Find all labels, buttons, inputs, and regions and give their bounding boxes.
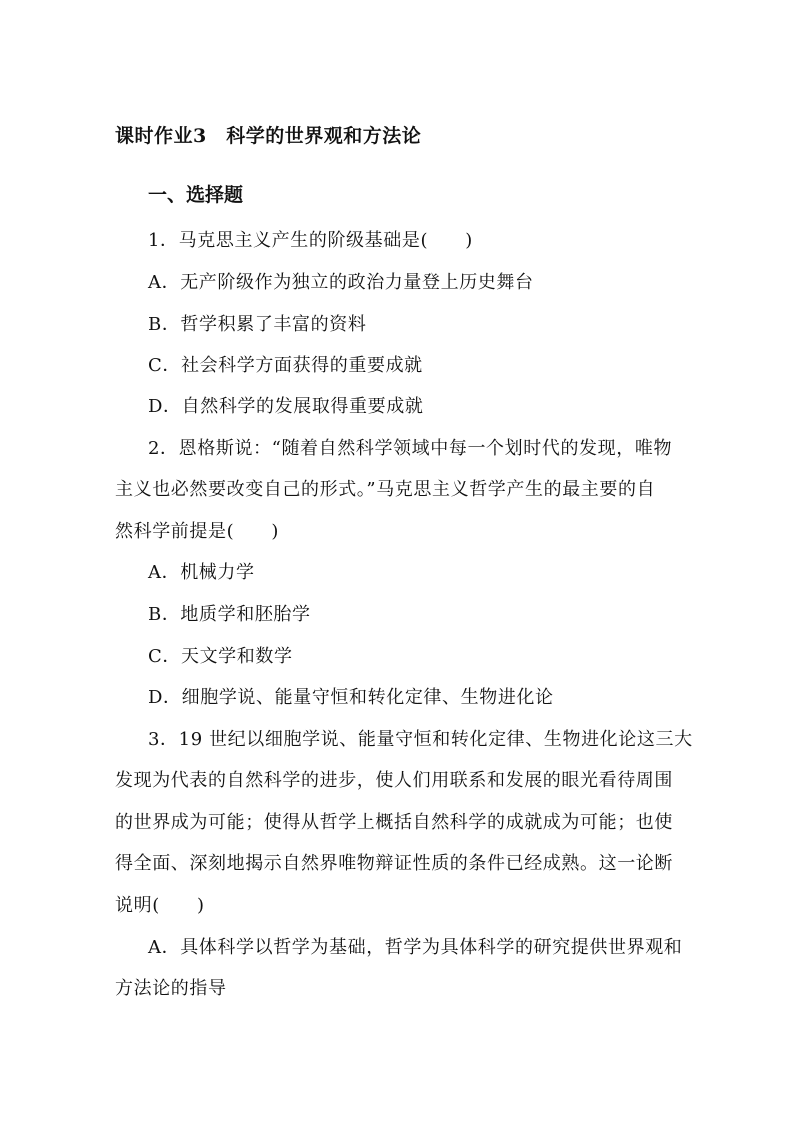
question-2-stem-line: 主义也必然要改变自己的形式。”马克思主义哲学产生的最主要的自: [115, 479, 656, 500]
question-2-option-b: B．地质学和胚胎学: [148, 604, 311, 625]
question-3-option-a-line: A．具体科学以哲学为基础，哲学为具体科学的研究提供世界观和: [148, 937, 683, 958]
question-1-option-b: B．哲学积累了丰富的资料: [148, 314, 367, 335]
question-3-stem-line: 得全面、深刻地揭示自然界唯物辩证性质的条件已经成熟。这一论断: [115, 853, 673, 874]
question-3-stem-line: 3．19 世纪以细胞学说、能量守恒和转化定律、生物进化论这三大: [148, 729, 693, 750]
question-2-option-a: A．机械力学: [148, 562, 255, 583]
page-title: 课时作业3 科学的世界观和方法论: [115, 125, 422, 147]
question-1-option-c: C．社会科学方面获得的重要成就: [148, 355, 423, 376]
question-1-option-a: A．无产阶级作为独立的政治力量登上历史舞台: [148, 272, 534, 293]
question-3-stem-line: 说明( ): [115, 895, 205, 916]
question-3-option-a-line: 方法论的指导: [115, 978, 227, 999]
question-2-stem-line: 然科学前提是( ): [115, 521, 280, 542]
question-1-stem: 1．马克思主义产生的阶级基础是( ): [148, 230, 473, 251]
question-1-option-d: D．自然科学的发展取得重要成就: [148, 396, 424, 417]
section-heading: 一、选择题: [148, 184, 244, 206]
question-2-option-d: D．细胞学说、能量守恒和转化定律、生物进化论: [148, 687, 554, 708]
question-2-stem-line: 2．恩格斯说：“随着自然科学领域中每一个划时代的发现，唯物: [148, 438, 673, 459]
question-3-stem-line: 的世界成为可能；使得从哲学上概括自然科学的成就成为可能；也使: [115, 812, 673, 833]
question-2-option-c: C．天文学和数学: [148, 646, 293, 667]
question-3-stem-line: 发现为代表的自然科学的进步，使人们用联系和发展的眼光看待周围: [115, 770, 673, 791]
